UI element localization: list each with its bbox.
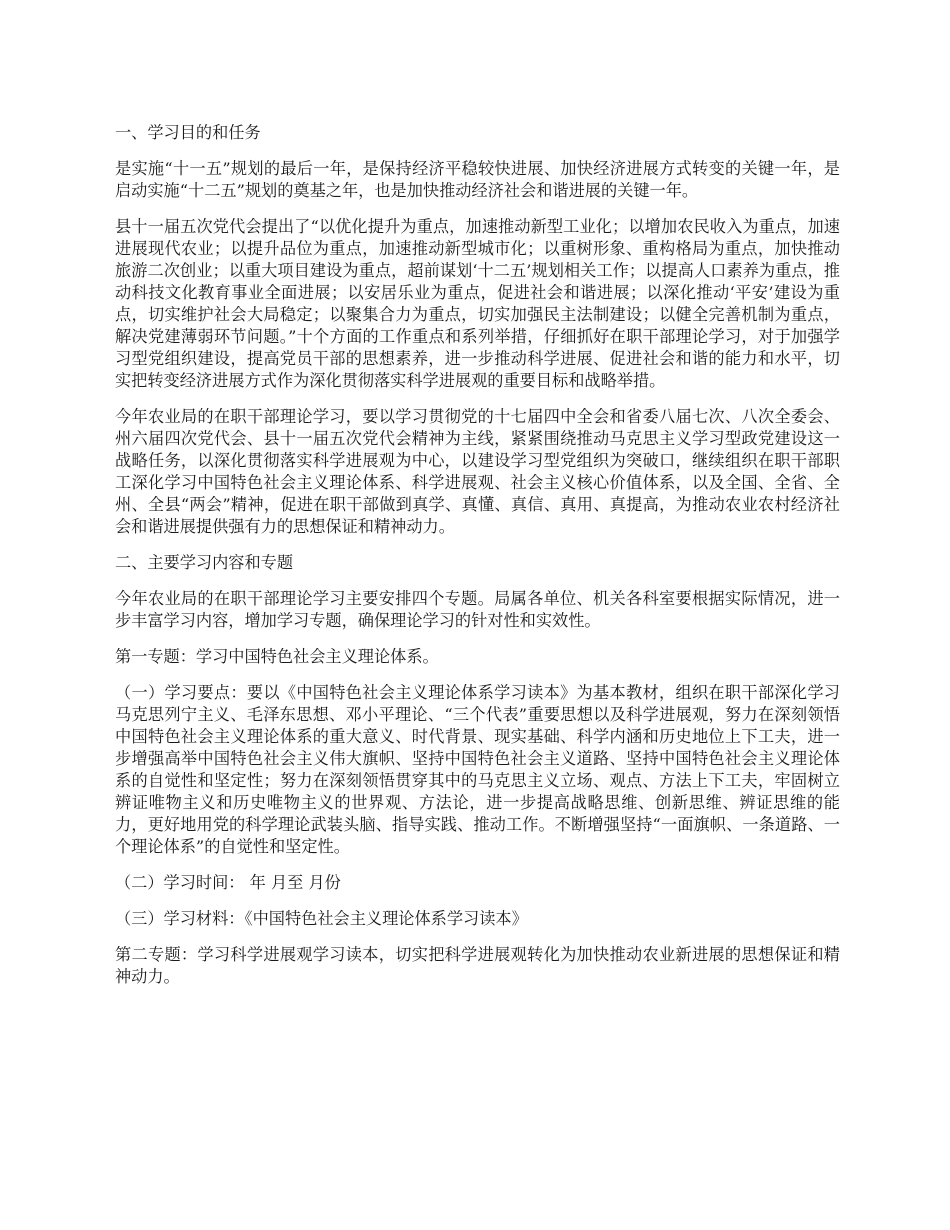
study-points: （一）学习要点：要以《中国特色社会主义理论体系学习读本》为基本教材，组织在职干部深化学习马克思列宁主义、毛泽东思想、邓小平理论、“三个代表”重要思想以及科学进展观，努力在深刻领悟中国特色社会主义理论体系的重大意义、时代背景、现实基础、科学内涵和历史地位上下工夫，进一步增强高举中国特色社会主义伟大旗帜、坚持中国特色社会主义道路、坚持中国特色社会主义理论体系的自觉性和坚定性；努力在深刻领悟贯穿其中的马克思主义立场、观点、方法上下工夫，牢固树立辨证唯物主义和历史唯物主义的世界观、方法论，进一步提高战略思维、创新思维、辨证思维的能力，更好地用党的科学理论武装头脑、指导实践、推动工作。不断增强坚持“一面旗帜、一条道路、一个理论体系”的自觉性和坚定性。 bbox=[115, 683, 840, 856]
study-materials: （三）学习材料：《中国特色社会主义理论体系学习读本》 bbox=[115, 909, 528, 928]
document-page bbox=[115, 122, 840, 1002]
section-heading-2: 二、主要学习内容和专题 bbox=[115, 553, 294, 572]
topic-1-title: 第一专题：学习中国特色社会主义理论体系。 bbox=[115, 647, 439, 666]
paragraph-3: 今年农业局的在职干部理论学习，要以学习贯彻党的十七届四中全会和省委八届七次、八次全委会、州六届四次党代会、县十一届五次党代会精神为主线，紧紧围绕推动马克思主义学习型政党建设这一战略任务，以深化贯彻落实科学进展观为中心，以建设学习型党组织为突破口，继续组织在职干部职工深化学习中国特色社会主义理论体系、科学进展观、社会主义核心价值体系，以及全国、全省、全州、全县“两会”精神，促进在职干部做到真学、真懂、真信、真用、真提高，为推动农业农村经济社会和谐进展提供强有力的思想保证和精神动力。 bbox=[115, 407, 840, 536]
study-time: （二）学习时间： 年 月至 月份 bbox=[115, 873, 341, 892]
section-heading-1: 一、学习目的和任务 bbox=[115, 123, 261, 142]
paragraph-4: 今年农业局的在职干部理论学习主要安排四个专题。局属各单位、机关各科室要根据实际情况，进一步丰富学习内容，增加学习专题，确保理论学习的针对性和实效性。 bbox=[115, 589, 840, 630]
topic-2-title: 第二专题：学习科学进展观学习读本，切实把科学进展观转化为加快推动农业新进展的思想保证和精神动力。 bbox=[115, 945, 840, 986]
paragraph-2: 县十一届五次党代会提出了“以优化提升为重点，加速推动新型工业化；以增加农民收入为重点，加速进展现代农业；以提升品位为重点，加速推动新型城市化；以重树形象、重构格局为重点，加快推动旅游二次创业；以重大项目建设为重点，超前谋划‘十二五’规划相关工作；以提高人口素养为重点，推动科技文化教育事业全面进展；以安居乐业为重点，促进社会和谐进展；以深化推动‘平安’建设为重点，切实维护社会大局稳定；以聚集合力为重点，切实加强民主法制建设；以健全完善机制为重点，解决党建薄弱环节问题。”十个方面的工作重点和系列举措，仔细抓好在职干部理论学习，对于加强学习型党组织建设，提高党员干部的思想素养，进一步推动科学进展、促进社会和谐的能力和水平，切实把转变经济进展方式作为深化贯彻落实科学进展观的重要目标和战略举措。 bbox=[115, 217, 840, 390]
paragraph-1: 是实施“十一五”规划的最后一年，是保持经济平稳较快进展、加快经济进展方式转变的关键一年，是启动实施“十二五”规划的奠基之年，也是加快推动经济社会和谐进展的关键一年。 bbox=[115, 159, 840, 200]
